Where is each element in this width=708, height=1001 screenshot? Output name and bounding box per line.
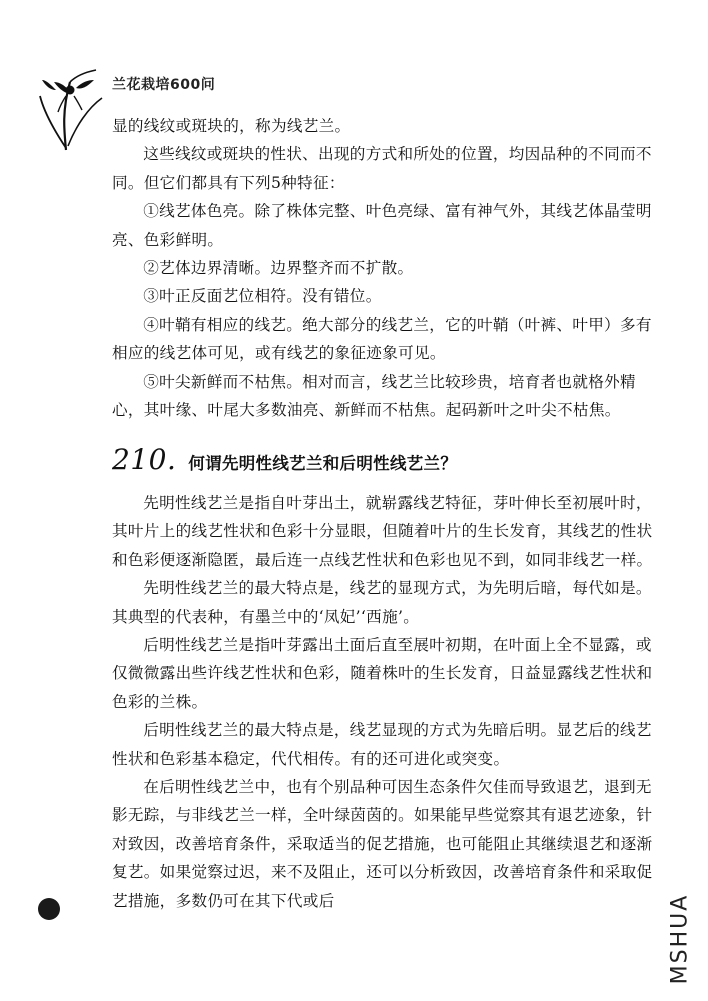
paragraph: ②艺体边界清晰。边界整齐而不扩散。 — [143, 259, 414, 278]
paragraph: 先明性线艺兰是指自叶芽出土，就崭露线艺特征，芽叶伸长至初展叶时，其叶片上的线艺性状和色彩十分显眼，但随着叶片的生长发育，其线艺的性状和色彩便逐渐隐匿，最后连一点线艺性状和色彩也见不到，如同非线艺一样。 — [112, 493, 653, 569]
paragraph: 先明性线艺兰的最大特点是，线艺的显现方式，为先明后暗，每代如是。其典型的代表种，有墨兰中的‘凤妃’‘西施’。 — [112, 579, 652, 626]
paragraph: 显的线纹或斑块的，称为线艺兰。 — [112, 117, 351, 135]
running-header-title: 兰花栽培600问 — [112, 77, 216, 93]
section-number: 210. — [112, 443, 177, 477]
paragraph: ③叶正反面艺位相符。没有错位。 — [143, 287, 382, 306]
section-heading — [112, 443, 660, 478]
paragraph: ④叶鞘有相应的线艺。绝大部分的线艺兰，它的叶鞘（叶裤、叶甲）多有相应的线艺体可见，或有线艺的象征迹象可见。 — [112, 315, 652, 363]
bottom-paragraphs — [112, 489, 660, 915]
page-marker-dot — [38, 898, 60, 920]
section-title: 何谓先明性线艺兰和后明性线艺兰？ — [188, 454, 458, 474]
watermark — [660, 884, 700, 994]
paragraph: ①线艺体色亮。除了株体完整、叶色亮绿、富有神气外，其线艺体晶莹明亮、色彩鲜明。 — [112, 202, 652, 249]
body-text — [112, 112, 660, 915]
top-paragraphs — [112, 112, 660, 424]
orchid-logo-icon — [36, 60, 106, 152]
paragraph: 后明性线艺兰是指叶芽露出土面后直至展叶初期，在叶面上全不显露，或仅微微露出些许线艺性状和色彩，随着株叶的生长发育，日益显露线艺性状和色彩的兰株。 — [112, 635, 653, 711]
paragraph: 在后明性线艺兰中，也有个别品种可因生态条件欠佳而导致退艺，退到无影无踪，与非线艺兰一样，全叶绿茵茵的。如果能早些觉察其有退艺迹象，针对致因，改善培育条件，采取适当的促艺措施，也可能阻止其继续退艺和逐渐复艺。如果觉察过迟，来不及阻止，还可以分析致因，改善培育条件和采取促艺措施，多数仍可在其下代或后 — [112, 777, 653, 910]
watermark-text: MSHUA — [667, 893, 693, 985]
paragraph: 后明性线艺兰的最大特点是，线艺显现的方式为先暗后明。显艺后的线艺性状和色彩基本稳定，代代相传。有的还可进化或突变。 — [112, 721, 652, 768]
paragraph: ⑤叶尖新鲜而不枯焦。相对而言，线艺兰比较珍贵，培育者也就格外精心，其叶缘、叶尾大多数油亮、新鲜而不枯焦。起码新叶之叶尖不枯焦。 — [112, 372, 636, 420]
paragraph: 这些线纹或斑块的性状、出现的方式和所处的位置，均因品种的不同而不同。但它们都具有下列5种特征： — [112, 145, 652, 192]
